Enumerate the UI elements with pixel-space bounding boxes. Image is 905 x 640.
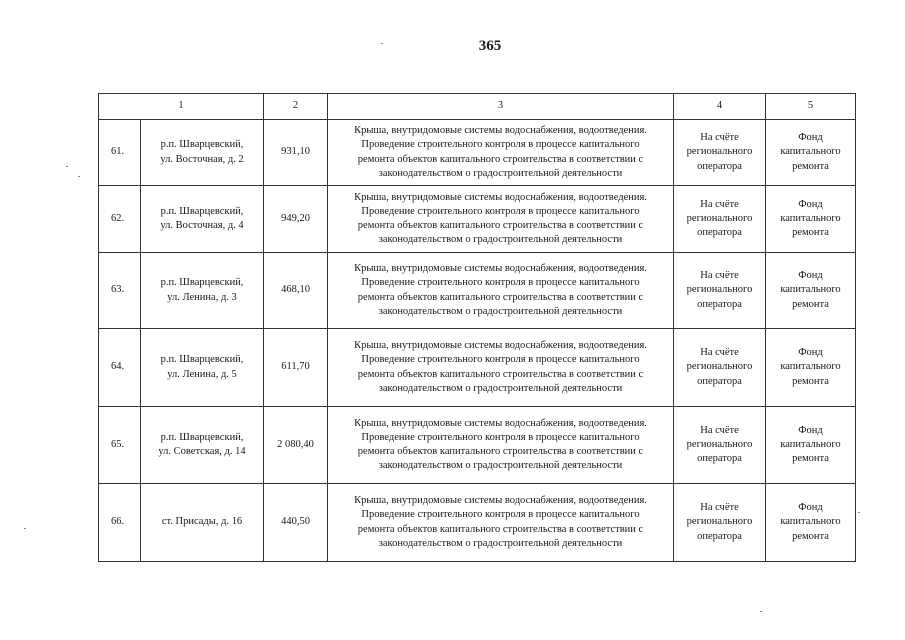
executor-line: На счёте <box>700 132 739 144</box>
works-line: ремонта объектов капитального строительства в соответствии с <box>357 368 644 380</box>
works-cell <box>328 186 674 253</box>
works-line: ремонта объектов капитального строительства в соответствии с <box>357 153 644 165</box>
address-line: ул. Советская, д. 14 <box>158 446 246 457</box>
address-line: р.п. Шварцевский, <box>160 277 244 289</box>
fund-line: ремонта <box>792 227 829 239</box>
page-number: 365 <box>478 38 502 54</box>
works-line: законодательством о градостроительной деятельности <box>378 234 623 246</box>
executor-line: оператора <box>697 530 742 542</box>
works-cell <box>328 253 674 329</box>
repair-works-table <box>98 93 856 562</box>
address-line: р.п. Шварцевский, <box>160 139 244 151</box>
works-line: ремонта объектов капитального строительства в соответствии с <box>357 523 644 535</box>
executor-cell <box>674 329 766 407</box>
row-number: 65. <box>99 407 141 484</box>
works-line: Проведение строительного контроля в процессе капитального <box>361 354 640 366</box>
address-line: р.п. Шварцевский, <box>160 431 244 443</box>
executor-line: На счёте <box>700 347 739 359</box>
row-number: 63. <box>99 253 141 329</box>
fund-cell <box>766 484 856 562</box>
fund-line: Фонд <box>798 502 823 514</box>
area-cell: 440,50 <box>264 484 328 562</box>
fund-line: ремонта <box>792 375 829 387</box>
executor-line: регионального <box>686 361 753 373</box>
fund-cell <box>766 329 856 407</box>
executor-cell <box>674 253 766 329</box>
works-line: законодательством о градостроительной деятельности <box>378 537 623 549</box>
scan-speck <box>24 528 26 529</box>
works-line: ремонта объектов капитального строительства в соответствии с <box>357 220 644 231</box>
works-line: Проведение строительного контроля в процессе капитального <box>361 509 640 521</box>
table-body <box>99 120 856 562</box>
table-row <box>99 484 856 562</box>
address-line: ул. Восточная, д. 4 <box>160 220 244 231</box>
address-line: р.п. Шварцевский, <box>160 354 244 366</box>
works-line: Крыша, внутридомовые системы водоснабжения, водоотведения. <box>354 340 647 352</box>
executor-line: регионального <box>686 438 753 450</box>
executor-cell <box>674 484 766 562</box>
works-cell <box>328 407 674 484</box>
header-col-1: 1 <box>99 94 264 120</box>
scan-speck <box>66 166 68 167</box>
header-col-4: 4 <box>674 94 766 120</box>
row-number: 66. <box>99 484 141 562</box>
column-number-header-row <box>99 94 856 120</box>
fund-line: капитального <box>780 146 841 158</box>
fund-line: ремонта <box>792 453 829 465</box>
executor-line: оператора <box>697 298 742 310</box>
scan-speck <box>381 43 383 44</box>
address-line: р.п. Шварцевский, <box>160 205 244 217</box>
fund-line: капитального <box>780 284 841 296</box>
works-line: Крыша, внутридомовые системы водоснабжения, водоотведения. <box>354 263 647 275</box>
fund-line: капитального <box>780 361 841 373</box>
executor-line: На счёте <box>700 502 739 514</box>
row-number: 62. <box>99 186 141 253</box>
fund-line: Фонд <box>798 270 823 282</box>
fund-cell <box>766 253 856 329</box>
fund-line: ремонта <box>792 530 829 542</box>
executor-cell <box>674 407 766 484</box>
scan-speck <box>858 512 860 513</box>
fund-line: Фонд <box>798 198 823 210</box>
executor-cell <box>674 120 766 186</box>
address-cell <box>141 407 264 484</box>
fund-line: Фонд <box>798 132 823 144</box>
fund-cell <box>766 186 856 253</box>
address-cell <box>141 253 264 329</box>
executor-line: оператора <box>697 160 742 172</box>
executor-line: оператора <box>697 375 742 387</box>
header-col-3: 3 <box>328 94 674 120</box>
area-cell: 949,20 <box>264 186 328 253</box>
header-col-2: 2 <box>264 94 328 120</box>
table-row <box>99 120 856 186</box>
address-cell <box>141 484 264 562</box>
executor-line: регионального <box>686 212 753 224</box>
fund-cell <box>766 120 856 186</box>
executor-line: регионального <box>686 284 753 296</box>
table-row <box>99 253 856 329</box>
address-line: ул. Ленина, д. 3 <box>167 291 237 303</box>
table-row <box>99 407 856 484</box>
address-line: ст. Присады, д. 16 <box>161 516 243 528</box>
row-number: 61. <box>99 120 141 186</box>
works-line: Проведение строительного контроля в процессе капитального <box>361 431 640 443</box>
works-line: законодательством о градостроительной деятельности <box>378 305 623 317</box>
fund-line: ремонта <box>792 160 829 172</box>
scan-speck <box>78 176 80 177</box>
fund-line: капитального <box>780 516 841 528</box>
fund-line: капитального <box>780 438 841 450</box>
works-line: законодательством о градостроительной деятельности <box>378 460 623 472</box>
works-line: Проведение строительного контроля в процессе капитального <box>361 205 640 217</box>
table-row <box>99 186 856 253</box>
row-number: 64. <box>99 329 141 407</box>
header-col-5: 5 <box>766 94 856 120</box>
executor-line: На счёте <box>700 198 739 210</box>
address-line: ул. Восточная, д. 2 <box>160 153 244 165</box>
executor-cell <box>674 186 766 253</box>
fund-cell <box>766 407 856 484</box>
address-cell <box>141 329 264 407</box>
area-cell: 611,70 <box>264 329 328 407</box>
area-cell: 931,10 <box>264 120 328 186</box>
address-line: ул. Ленина, д. 5 <box>167 368 237 380</box>
works-cell <box>328 120 674 186</box>
executor-line: На счёте <box>700 424 739 436</box>
scan-speck <box>760 611 762 612</box>
fund-line: ремонта <box>792 298 829 310</box>
works-line: законодательством о градостроительной деятельности <box>378 382 623 394</box>
address-cell <box>141 120 264 186</box>
works-line: Крыша, внутридомовые системы водоснабжения, водоотведения. <box>354 495 647 507</box>
works-cell <box>328 484 674 562</box>
executor-line: регионального <box>686 146 753 158</box>
works-line: Крыша, внутридомовые системы водоснабжения, водоотведения. <box>354 191 647 203</box>
works-line: Крыша, внутридомовые системы водоснабжения, водоотведения. <box>354 125 647 137</box>
works-line: ремонта объектов капитального строительства в соответствии с <box>357 446 644 457</box>
fund-line: Фонд <box>798 347 823 359</box>
fund-line: Фонд <box>798 424 823 436</box>
address-cell <box>141 186 264 253</box>
fund-line: капитального <box>780 212 841 224</box>
executor-line: На счёте <box>700 270 739 282</box>
works-line: ремонта объектов капитального строительства в соответствии с <box>357 291 644 303</box>
area-cell: 2 080,40 <box>264 407 328 484</box>
works-line: Проведение строительного контроля в процессе капитального <box>361 139 640 151</box>
table-row <box>99 329 856 407</box>
executor-line: оператора <box>697 453 742 465</box>
works-line: законодательством о градостроительной деятельности <box>378 167 623 179</box>
works-cell <box>328 329 674 407</box>
works-line: Проведение строительного контроля в процессе капитального <box>361 277 640 289</box>
area-cell: 468,10 <box>264 253 328 329</box>
executor-line: регионального <box>686 516 753 528</box>
executor-line: оператора <box>697 227 742 239</box>
works-line: Крыша, внутридомовые системы водоснабжения, водоотведения. <box>354 417 647 429</box>
